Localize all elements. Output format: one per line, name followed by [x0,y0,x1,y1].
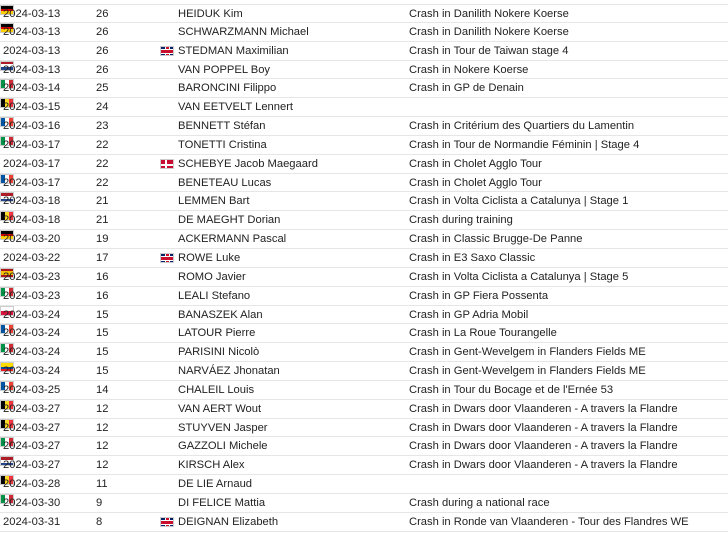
rider-name-link[interactable]: ACKERMANN Pascal [178,233,287,246]
reason-cell: Crash in Volta Ciclista a Catalunya | Stage 5 [409,270,629,283]
date-cell: 2024-03-30 [3,496,61,509]
days-cell: 12 [96,421,109,434]
days-cell: 14 [96,383,109,396]
date-cell: 2024-03-27 [3,421,61,434]
table-row [0,136,728,155]
date-cell: 2024-03-17 [3,157,61,170]
date-cell: 2024-03-14 [3,82,61,95]
rider-name-link[interactable]: ROMO Javier [178,270,246,283]
reason-cell: Crash in Cholet Agglo Tour [409,176,542,189]
days-cell: 15 [96,365,109,378]
rider-name-link[interactable]: KIRSCH Alex [178,459,245,472]
reason-cell: Crash in Gent-Wevelgem in Flanders Fields ME [409,346,646,359]
days-cell: 26 [96,25,109,38]
rider-name-link[interactable]: DE LIE Arnaud [178,478,253,491]
days-cell: 22 [96,157,109,170]
rider-name-link[interactable]: STEDMAN Maximilian [178,44,289,57]
table-row [0,23,728,42]
table-row [0,211,728,230]
reason-cell: Crash in Tour de Taiwan stage 4 [409,44,569,57]
date-cell: 2024-03-24 [3,346,61,359]
date-cell: 2024-03-13 [3,8,61,20]
date-cell: 2024-03-13 [3,44,61,57]
table-row [0,400,728,419]
rider-name-link[interactable]: LEMMEN Bart [178,195,250,208]
date-cell: 2024-03-13 [3,25,61,38]
table-row [0,324,728,343]
date-cell: 2024-03-22 [3,251,61,264]
days-cell: 15 [96,346,109,359]
date-cell: 2024-03-27 [3,440,61,453]
days-cell: 11 [96,478,108,491]
date-cell: 2024-03-17 [3,176,61,189]
rider-name-link[interactable]: VAN EETVELT Lennert [178,101,294,114]
table-row [0,155,728,174]
table-row [0,494,728,513]
rider-name-link[interactable]: BENNETT Stéfan [178,120,266,133]
days-cell: 8 [96,515,103,528]
table-row [0,98,728,117]
uk-flag-icon [160,253,174,263]
days-cell: 12 [96,459,109,472]
table-row [0,306,728,325]
days-cell: 16 [96,270,109,283]
days-cell: 23 [96,120,109,133]
days-cell: 22 [96,138,109,151]
date-cell: 2024-03-18 [3,214,61,227]
table-row [0,192,728,211]
table-row [0,419,728,438]
rider-name-link[interactable]: CHALEIL Louis [178,383,255,396]
days-cell: 21 [96,214,109,227]
rider-name-link[interactable]: SCHEBYE Jacob Maegaard [178,157,318,170]
rider-name-link[interactable]: VAN AERT Wout [178,402,262,415]
table-row [0,4,728,23]
reason-cell: Crash in Dwars door Vlaanderen - A travers la Flandre [409,421,678,434]
reason-cell: Crash in Dwars door Vlaanderen - A travers la Flandre [409,440,678,453]
date-cell: 2024-03-20 [3,233,61,246]
rider-name-link[interactable]: SCHWARZMANN Michael [178,25,309,38]
reason-cell: Crash in GP Fiera Possenta [409,289,549,302]
table-row [0,287,728,306]
reason-cell: Crash in GP de Denain [409,82,524,95]
table-row [0,117,728,136]
days-cell: 17 [96,251,109,264]
days-cell: 24 [96,101,109,114]
date-cell: 2024-03-24 [3,308,61,321]
date-cell: 2024-03-27 [3,402,61,415]
reason-cell: Crash in Danilith Nokere Koerse [409,8,569,20]
table-row [0,61,728,80]
days-cell: 12 [96,440,109,453]
days-cell: 22 [96,176,109,189]
rider-name-link[interactable]: DI FELICE Mattia [178,496,266,509]
days-cell: 26 [96,44,109,57]
table-row [0,174,728,193]
days-cell: 15 [96,327,109,340]
reason-cell: Crash in Gent-Wevelgem in Flanders Fields ME [409,365,646,378]
date-cell: 2024-03-23 [3,270,61,283]
date-cell: 2024-03-31 [3,515,61,528]
rider-name-link[interactable]: DE MAEGHT Dorian [178,214,281,227]
table-row [0,79,728,98]
rider-name-link[interactable]: NARVÁEZ Jhonatan [178,365,280,378]
denmark-flag-icon [160,159,174,169]
date-cell: 2024-03-13 [3,63,61,76]
reason-cell: Crash in Cholet Agglo Tour [409,157,542,170]
date-cell: 2024-03-18 [3,195,61,208]
table-row [0,249,728,268]
rider-name-link[interactable]: BARONCINI Filippo [178,82,277,95]
date-cell: 2024-03-28 [3,478,61,491]
table-row [0,381,728,400]
rider-name-link[interactable]: LATOUR Pierre [178,327,256,340]
reason-cell: Crash in Classic Brugge-De Panne [409,233,583,246]
date-cell: 2024-03-25 [3,383,61,396]
days-cell: 25 [96,82,109,95]
uk-flag-icon [160,517,174,527]
reason-cell: Crash in Dwars door Vlaanderen - A travers la Flandre [409,402,678,415]
table-row [0,456,728,475]
days-cell: 26 [96,63,109,76]
date-cell: 2024-03-23 [3,289,61,302]
rider-name-link[interactable]: GAZZOLI Michele [178,440,268,453]
date-cell: 2024-03-17 [3,138,61,151]
table-row [0,475,728,494]
reason-cell: Crash in E3 Saxo Classic [409,251,536,264]
table-row [0,42,728,61]
reason-cell: Crash in Volta Ciclista a Catalunya | Stage 1 [409,195,629,208]
reason-cell: Crash during training [409,214,513,227]
reason-cell: Crash in Danilith Nokere Koerse [409,25,569,38]
table-row [0,268,728,287]
table-row [0,343,728,362]
rider-name-link[interactable]: STUYVEN Jasper [178,421,268,434]
rider-name-link[interactable]: LEALI Stefano [178,289,251,302]
uk-flag-icon [160,46,174,56]
injury-table [0,4,728,532]
rider-name-link[interactable]: TONETTI Cristina [178,138,267,151]
days-cell: 9 [96,496,103,509]
reason-cell: Crash in Critérium des Quartiers du Lamentin [409,120,635,133]
date-cell: 2024-03-24 [3,365,61,378]
reason-cell: Crash in Dwars door Vlaanderen - A travers la Flandre [409,459,678,472]
reason-cell: Crash in Tour du Bocage et de l'Ernée 53 [409,383,614,396]
rider-name-link[interactable]: ROWE Luke [178,251,241,264]
date-cell: 2024-03-16 [3,120,61,133]
table-row [0,437,728,456]
rider-name-link[interactable]: PARISINI Nicolò [178,346,260,359]
days-cell: 26 [96,8,109,20]
rider-name-link[interactable]: HEIDUK Kim [178,8,243,20]
date-cell: 2024-03-27 [3,459,61,472]
reason-cell: Crash in Ronde van Vlaanderen - Tour des Flandres WE [409,515,689,528]
days-cell: 21 [96,195,109,208]
rider-name-link[interactable]: DEIGNAN Elizabeth [178,515,279,528]
days-cell: 15 [96,308,109,321]
table-row [0,513,728,532]
reason-cell: Crash during a national race [409,496,550,509]
date-cell: 2024-03-24 [3,327,61,340]
days-cell: 16 [96,289,109,302]
reason-cell: Crash in Tour de Normandie Féminin | Stage 4 [409,138,640,151]
reason-cell: Crash in GP Adria Mobil [409,308,529,321]
table-row [0,230,728,249]
reason-cell: Crash in Nokere Koerse [409,63,529,76]
rider-name-link[interactable]: VAN POPPEL Boy [178,63,271,76]
days-cell: 12 [96,402,109,415]
rider-name-link[interactable]: BANASZEK Alan [178,308,263,321]
table-row [0,362,728,381]
reason-cell: Crash in La Roue Tourangelle [409,327,557,340]
date-cell: 2024-03-15 [3,101,61,114]
days-cell: 19 [96,233,109,246]
rider-name-link[interactable]: BENETEAU Lucas [178,176,272,189]
